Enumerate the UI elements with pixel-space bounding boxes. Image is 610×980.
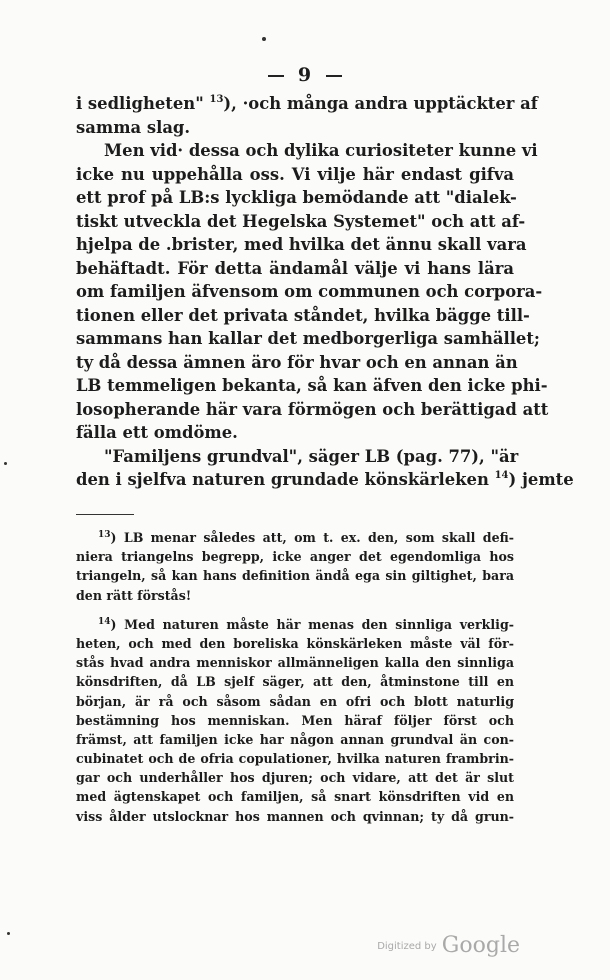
text-line: ett prof på LB:s lyckliga bemödande att "dialek- <box>76 188 517 207</box>
footnote-line: gar och underhåller hos djuren; och vidare, att det är slut <box>76 770 514 786</box>
line-text: ) LB menar således att, om t. ex. den, som skall defi- <box>110 530 514 545</box>
footnotes <box>76 528 514 826</box>
text-line: tiskt utveckla det Hegelska Systemet" och att af- <box>76 211 526 231</box>
ink-dot <box>262 37 266 41</box>
text-line: behäftadt. För detta ändamål välje vi hans lära <box>76 258 514 278</box>
footnote-line: stås hvad andra menniskor allmänneligen kalla den sinnliga <box>76 655 514 671</box>
google-logo: Google <box>441 933 520 958</box>
footnote-marker: 14 <box>98 616 111 627</box>
dash-left <box>268 75 284 77</box>
line-text: ) jemte <box>508 470 574 489</box>
page-number-text: 9 <box>297 64 313 86</box>
footnote-line: den rätt förstås! <box>76 587 192 603</box>
footnote-gap <box>76 605 514 615</box>
footnote-line: främst, att familjen icke har någon annan grundval än con- <box>76 731 514 747</box>
footnote-line <box>76 615 514 634</box>
text-line: samma slag. <box>76 117 191 137</box>
footnote-line: viss ålder utslocknar hos mannen och qvinnan; ty då grun- <box>76 808 514 824</box>
text-line <box>76 92 538 116</box>
footnote-14 <box>76 615 514 826</box>
ink-dot <box>4 462 7 465</box>
footnote-ref: 14 <box>494 470 509 481</box>
footnote-line: cubinatet och de ofria copulationer, hvilka naturen frambrin- <box>76 751 514 767</box>
text-line: tionen eller det privata ståndet, hvilka bägge till- <box>76 305 530 325</box>
footnote-line <box>76 528 514 547</box>
footnote-line: könsdriften, då LB sjelf säger, att den, åtminstone till en <box>76 674 514 690</box>
text-line <box>76 468 574 492</box>
footnote-marker: 13 <box>98 530 111 540</box>
footnote-line: bestämning hos menniskan. Men häraf följer först och <box>76 712 514 728</box>
text-line: "Familjens grundval", säger LB (pag. 77), "är <box>104 446 519 466</box>
footnote-rule <box>76 514 134 515</box>
line-text: ), ·och många andra upptäckter af <box>223 94 538 113</box>
text-line: icke nu uppehålla oss. Vi vilje här endast gifva <box>76 164 514 184</box>
footnote-13 <box>76 528 514 605</box>
line-text: den i sjelfva naturen grundade könskärleken <box>76 470 495 489</box>
footnote-line: niera triangelns begrepp, icke anger det egendomliga hos <box>76 549 514 565</box>
text-line: ty då dessa ämnen äro för hvar och en annan än <box>76 352 518 372</box>
text-line: LB temmeligen bekanta, så kan äfven den icke phi- <box>76 376 548 395</box>
text-line: Men vid· dessa och dylika curiositeter kunne vi <box>104 141 538 160</box>
line-text: i sedligheten" <box>76 94 210 113</box>
page-number <box>0 64 610 86</box>
footnote-line: heten, och med den boreliska könskärleken måste väl för- <box>76 635 514 651</box>
footnote-line: med ägtenskapet och familjen, så snart könsdriften vid en <box>76 789 514 805</box>
body-text <box>76 92 574 492</box>
text-line: om familjen äfvensom om communen och corpora- <box>76 282 543 301</box>
line-text: ) Med naturen måste här menas den sinnliga verklig- <box>110 616 514 632</box>
text-line: sammans han kallar det medborgerliga samhället; <box>76 329 540 348</box>
ink-dot <box>7 932 10 935</box>
footnote-line: triangeln, så kan hans definition ändå ega sin giltighet, bara <box>76 568 514 584</box>
text-line: fälla ett omdöme. <box>76 423 238 442</box>
dash-right <box>326 75 342 77</box>
footnote-line: början, är rå och såsom sådan en ofri och blott naturlig <box>76 693 514 709</box>
text-line: losopherande här vara förmögen och berättigad att <box>76 399 549 419</box>
watermark-prefix: Digitized by <box>377 941 437 952</box>
digitized-watermark <box>377 933 520 958</box>
footnote-ref: 13 <box>209 94 224 105</box>
text-line: hjelpa de .brister, med hvilka det ännu skall vara <box>76 235 527 254</box>
